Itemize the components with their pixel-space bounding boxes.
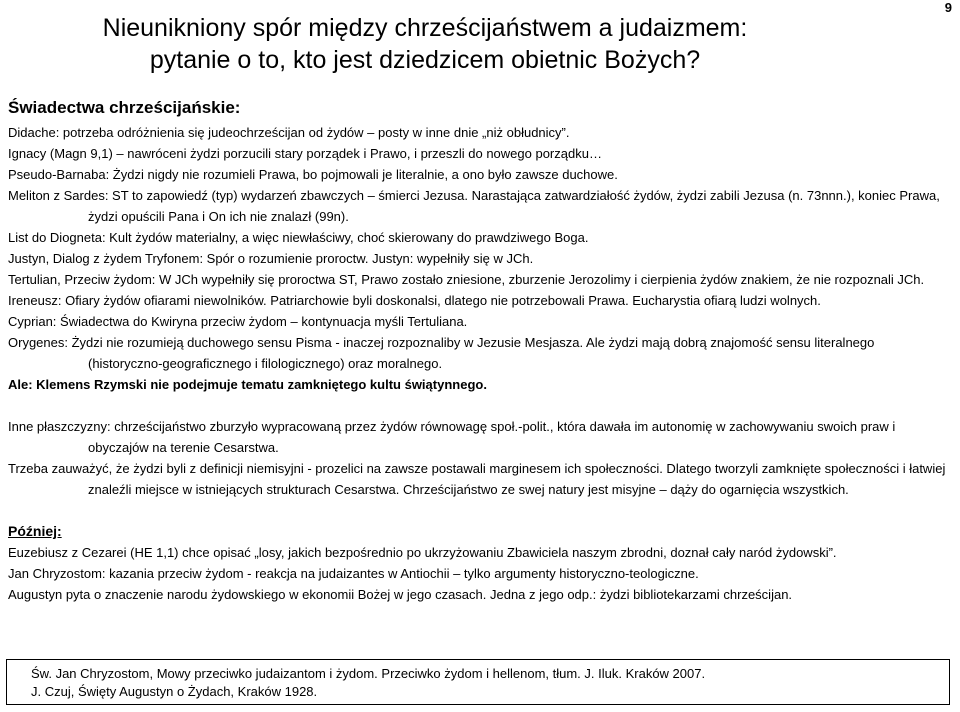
page-number: 9 xyxy=(944,0,952,15)
page-title xyxy=(30,12,820,76)
title-line-1: Nieunikniony spór między chrześcijaństwem a judaizmem: xyxy=(102,14,748,42)
list-item-orygenes: Orygenes: Żydzi nie rozumieją duchowego sensu Pisma - inaczej rozpoznaliby w Jezusie Mesjasza. Ale żydzi mają dobrą znajomość sensu literalnego (historyczno-geograficznego i filologicznego) oraz moralnego. xyxy=(8,335,875,371)
list-item-other-planes: Inne płaszczyzny: chrześcijaństwo zburzyło wypracowaną przez żydów równowagę społ.-polit., która dawała im autonomię w zachowywaniu swoich praw i obyczajów na terenie Cesarstwa. xyxy=(8,419,896,455)
list-item-ignacy: Ignacy (Magn 9,1) – nawróceni żydzi porzucili stary porządek i Prawo, i przeszli do nowego porządku… xyxy=(8,146,602,161)
list-item-euzebiusz: Euzebiusz z Cezarei (HE 1,1) chce opisać „losy, jakich bezpośrednio po ukrzyżowaniu Zbawiciela naszym zbrodni, doznał cały naród żydowski”. xyxy=(8,545,837,560)
main-content xyxy=(8,96,948,605)
list-item-diognet: List do Diogneta: Kult żydów materialny, a więc niewłaściwy, choć skierowany do prawdziwego Boga. xyxy=(8,230,589,245)
footnote-chryzostom: Św. Jan Chryzostom, Mowy przeciwko judaizantom i żydom. Przeciwko żydom i hellenom, tłum. J. Iluk. Kraków 2007. xyxy=(31,666,706,681)
list-item-meliton: Meliton z Sardes: ST to zapowiedź (typ) wydarzeń zbawczych – śmierci Jezusa. Narastająca zatwardziałość żydów, żydzi zabili Jezusa (n. 73nnn.), koniec Prawa, żydzi opuścili Pana i On ich nie znalazł (99n). xyxy=(8,188,940,224)
list-item-non-missionary: Trzeba zauważyć, że żydzi byli z definicji niemisyjni - prozelici na zawsze postawali marginesem ich społeczności. Dlatego tworzyli zamknięte społeczności i łatwiej znaleźli miejsce w istniejących strukturach Cesarstwa. Chrześcijaństwo ze swej natury jest misyjne – dąży do ogarnięcia wszystkich. xyxy=(8,461,946,497)
list-item-ireneusz: Ireneusz: Ofiary żydów ofiarami niewolników. Patriarchowie byli doskonalsi, dlatego nie potrzebowali Prawa. Eucharystia ofiarą ludzi wolnych. xyxy=(8,293,821,308)
footnote-czuj: J. Czuj, Święty Augustyn o Żydach, Kraków 1928. xyxy=(31,684,318,699)
title-line-2: pytanie o to, kto jest dziedzicem obietnic Bożych? xyxy=(149,46,701,74)
list-item-tertulian: Tertulian, Przeciw żydom: W JCh wypełniły się proroctwa ST, Prawo zostało zniesione, zburzenie Jerozolimy i cierpienia żydów znakiem, że nie rozpoznali JCh. xyxy=(8,272,925,287)
section-heading-christian-testimonies: Świadectwa chrześcijańskie: xyxy=(8,98,241,117)
list-item-chryzostom: Jan Chryzostom: kazania przeciw żydom - reakcja na judaizantes w Antiochii – tylko argumenty historyczno-teologiczne. xyxy=(8,566,699,581)
list-item-didache: Didache: potrzeba odróżnienia się judeochrześcijan od żydów – posty w inne dnie „niż obłudnicy”. xyxy=(8,125,570,140)
list-item-cyprian: Cyprian: Świadectwa do Kwiryna przeciw żydom – kontynuacja myśli Tertuliana. xyxy=(8,314,468,329)
closing-note-klemens: Ale: Klemens Rzymski nie podejmuje tematu zamkniętego kultu świątynnego. xyxy=(8,377,487,392)
list-item-augustyn: Augustyn pyta o znaczenie narodu żydowskiego w ekonomii Bożej w jego czasach. Jedna z jego odp.: żydzi bibliotekarzami chrześcijan. xyxy=(8,587,793,602)
footnote-box xyxy=(6,659,950,705)
list-item-justyn: Justyn, Dialog z żydem Tryfonem: Spór o rozumienie proroctw. Justyn: wypełniły się w JCh. xyxy=(8,251,534,266)
spacer xyxy=(8,500,948,521)
section-heading-later: Później: xyxy=(8,523,62,539)
spacer xyxy=(8,395,948,416)
list-item-pseudo-barnaba: Pseudo-Barnaba: Żydzi nigdy nie rozumieli Prawa, bo pojmowali je literalnie, a ono było zawsze duchowe. xyxy=(8,167,618,182)
